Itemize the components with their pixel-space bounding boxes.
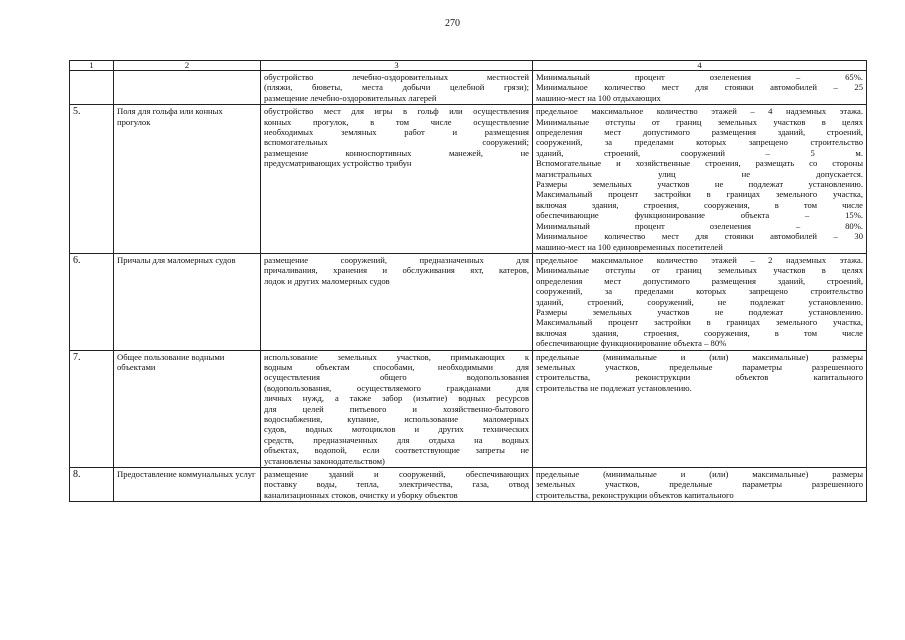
table-row xyxy=(70,105,867,254)
parameters-line: строительства, реконструкции объектов капитального xyxy=(536,489,734,500)
use-parameters xyxy=(533,468,867,502)
parameters-line: магистральных улиц не допускается. xyxy=(536,168,863,179)
parameters-line: земельных участков, предельные параметры разрешенного xyxy=(536,479,863,490)
parameters-line: строительства не подлежат установлению. xyxy=(536,382,692,393)
description-line: средств, предназначенных для отдыха на водных xyxy=(264,434,529,445)
parameters-line: обеспечивающие функционирование объекта – 15%. xyxy=(536,210,863,221)
parameters-line: Максимальный процент застройки в границах земельного участка, xyxy=(536,317,863,328)
use-parameters xyxy=(533,105,867,254)
description-line: размещение конноспортивных манежей, не xyxy=(264,147,529,158)
description-line: (пляжи, бюветы, места добычи целебной грязи); xyxy=(264,82,529,93)
table-body xyxy=(70,71,867,502)
row-number: 6. xyxy=(70,253,114,350)
description-line: размещение лечебно-оздоровительных лагерей xyxy=(264,92,437,103)
description-line: конных прогулок, в том числе осуществление xyxy=(264,116,529,127)
parameters-line: сооружений, за пределами которых запрещено строительство xyxy=(536,137,863,148)
header-cell-1: 1 xyxy=(70,61,114,71)
table-header-row xyxy=(70,61,867,71)
use-parameters xyxy=(533,253,867,350)
description-line: судов, водных мотоциклов и других технических xyxy=(264,424,529,435)
parameters-line: определения мест допустимого размещения зданий, строений, xyxy=(536,127,863,138)
page-number: 270 xyxy=(445,18,460,29)
parameters-line: предельные (минимальные и (или) максимальные) размеры xyxy=(536,351,863,362)
use-description xyxy=(261,105,533,254)
parameters-line: обеспечивающие функционирование объекта – 80% xyxy=(536,338,727,349)
description-line: вспомогательных сооружений; xyxy=(264,137,529,148)
header-cell-4: 4 xyxy=(533,61,867,71)
parameters-line: Минимальные отступы от границ земельных участков в целях xyxy=(536,116,863,127)
table-row xyxy=(70,468,867,502)
description-line: обустройство мест для игры в гольф или осуществления xyxy=(264,106,529,117)
parameters-line: предельное максимальное количество этажей – 2 надземных этажа. xyxy=(536,254,863,265)
use-type-name xyxy=(114,71,261,105)
use-description xyxy=(261,350,533,467)
parameters-line: строительства, реконструкции объектов капитального xyxy=(536,372,863,383)
parameters-line: Минимальное количество мест для стоянки автомобилей – 25 xyxy=(536,82,863,93)
description-line: обустройство лечебно-оздоровительных местностей xyxy=(264,72,529,82)
description-line: осуществления общего водопользования xyxy=(264,372,529,383)
description-line: канализационных стоков, очистку и уборку объектов xyxy=(264,489,458,500)
use-description xyxy=(261,468,533,502)
parameters-line: Размеры земельных участков не подлежат установлению. xyxy=(536,306,863,317)
table-row xyxy=(70,71,867,105)
use-type-name: Поля для гольфа или конных прогулок xyxy=(114,105,261,254)
use-type-name: Причалы для маломерных судов xyxy=(114,253,261,350)
table-row xyxy=(70,350,867,467)
parameters-line: Минимальные отступы от границ земельных участков в целях xyxy=(536,265,863,276)
parameters-line: Вспомогательные и хозяйственные строения, размещать со стороны xyxy=(536,158,863,169)
header-cell-2: 2 xyxy=(114,61,261,71)
row-number: 8. xyxy=(70,468,114,502)
parameters-line: включая здания, строения, сооружения, в том числе xyxy=(536,199,863,210)
header-cell-3: 3 xyxy=(261,61,533,71)
parameters-line: предельное максимальное количество этажей – 4 надземных этажа. xyxy=(536,106,863,117)
use-description xyxy=(261,253,533,350)
parameters-line: зданий, строений, сооружений, не подлежат установлению. xyxy=(536,296,863,307)
description-line: размещение сооружений, предназначенных для xyxy=(264,254,529,265)
description-line: лодок и других маломерных судов xyxy=(264,275,390,286)
parameters-line: Минимальный процент озеленения – 80%. xyxy=(536,220,863,231)
description-line: необходимых земляных работ и размещения xyxy=(264,127,529,138)
regulations-table xyxy=(69,60,867,502)
parameters-line: Минимальный процент озеленения – 65%. xyxy=(536,72,863,82)
description-line: поставку воды, тепла, электричества, газа, отвод xyxy=(264,479,529,490)
parameters-line: предельные (минимальные и (или) максимальные) размеры xyxy=(536,469,863,480)
description-line: водным объектам способами, необходимыми для xyxy=(264,361,529,372)
description-line: (водопользования, осуществляемого гражданами для xyxy=(264,382,529,393)
description-line: предусматривающих устройство трибун xyxy=(264,158,412,169)
description-line: водоснабжения, купание, использование маломерных xyxy=(264,414,529,424)
parameters-line: сооружений, за пределами которых запрещено строительство xyxy=(536,286,863,297)
use-parameters xyxy=(533,71,867,105)
description-line: причаливания, хранения и обслуживания яхт, катеров, xyxy=(264,265,529,276)
description-line: личных нужд, а также забор (изъятие) водных ресурсов xyxy=(264,393,529,404)
description-line: установлены законодательством) xyxy=(264,455,385,466)
parameters-line: Минимальное количество мест для стоянки автомобилей – 30 xyxy=(536,231,863,242)
parameters-line: включая здания, строения, сооружения, в том числе xyxy=(536,327,863,338)
parameters-line: машино-мест на 100 единовременных посетителей xyxy=(536,241,723,252)
description-line: объектах, водопой, если соответствующие запреты не xyxy=(264,445,529,456)
parameters-line: определения мест допустимого размещения зданий, строений, xyxy=(536,275,863,286)
row-number: 7. xyxy=(70,350,114,467)
parameters-line: Максимальный процент застройки в границах земельного участка, xyxy=(536,189,863,200)
row-number xyxy=(70,71,114,105)
use-description xyxy=(261,71,533,105)
parameters-line: зданий, строений, сооружений – 5 м. xyxy=(536,147,863,158)
use-parameters xyxy=(533,350,867,467)
parameters-line: машино-мест на 100 отдыхающих xyxy=(536,92,661,103)
table-row xyxy=(70,253,867,350)
description-line: для целей питьевого и хозяйственно-бытового xyxy=(264,403,529,414)
parameters-line: Размеры земельных участков не подлежат установлению. xyxy=(536,179,863,190)
use-type-name: Предоставление коммунальных услуг xyxy=(114,468,261,502)
row-number: 5. xyxy=(70,105,114,254)
parameters-line: земельных участков, предельные параметры разрешенного xyxy=(536,361,863,372)
description-line: размещение зданий и сооружений, обеспечивающих xyxy=(264,469,529,480)
use-type-name: Общее пользование водными объектами xyxy=(114,350,261,467)
description-line: использование земельных участков, примыкающих к xyxy=(264,351,529,362)
